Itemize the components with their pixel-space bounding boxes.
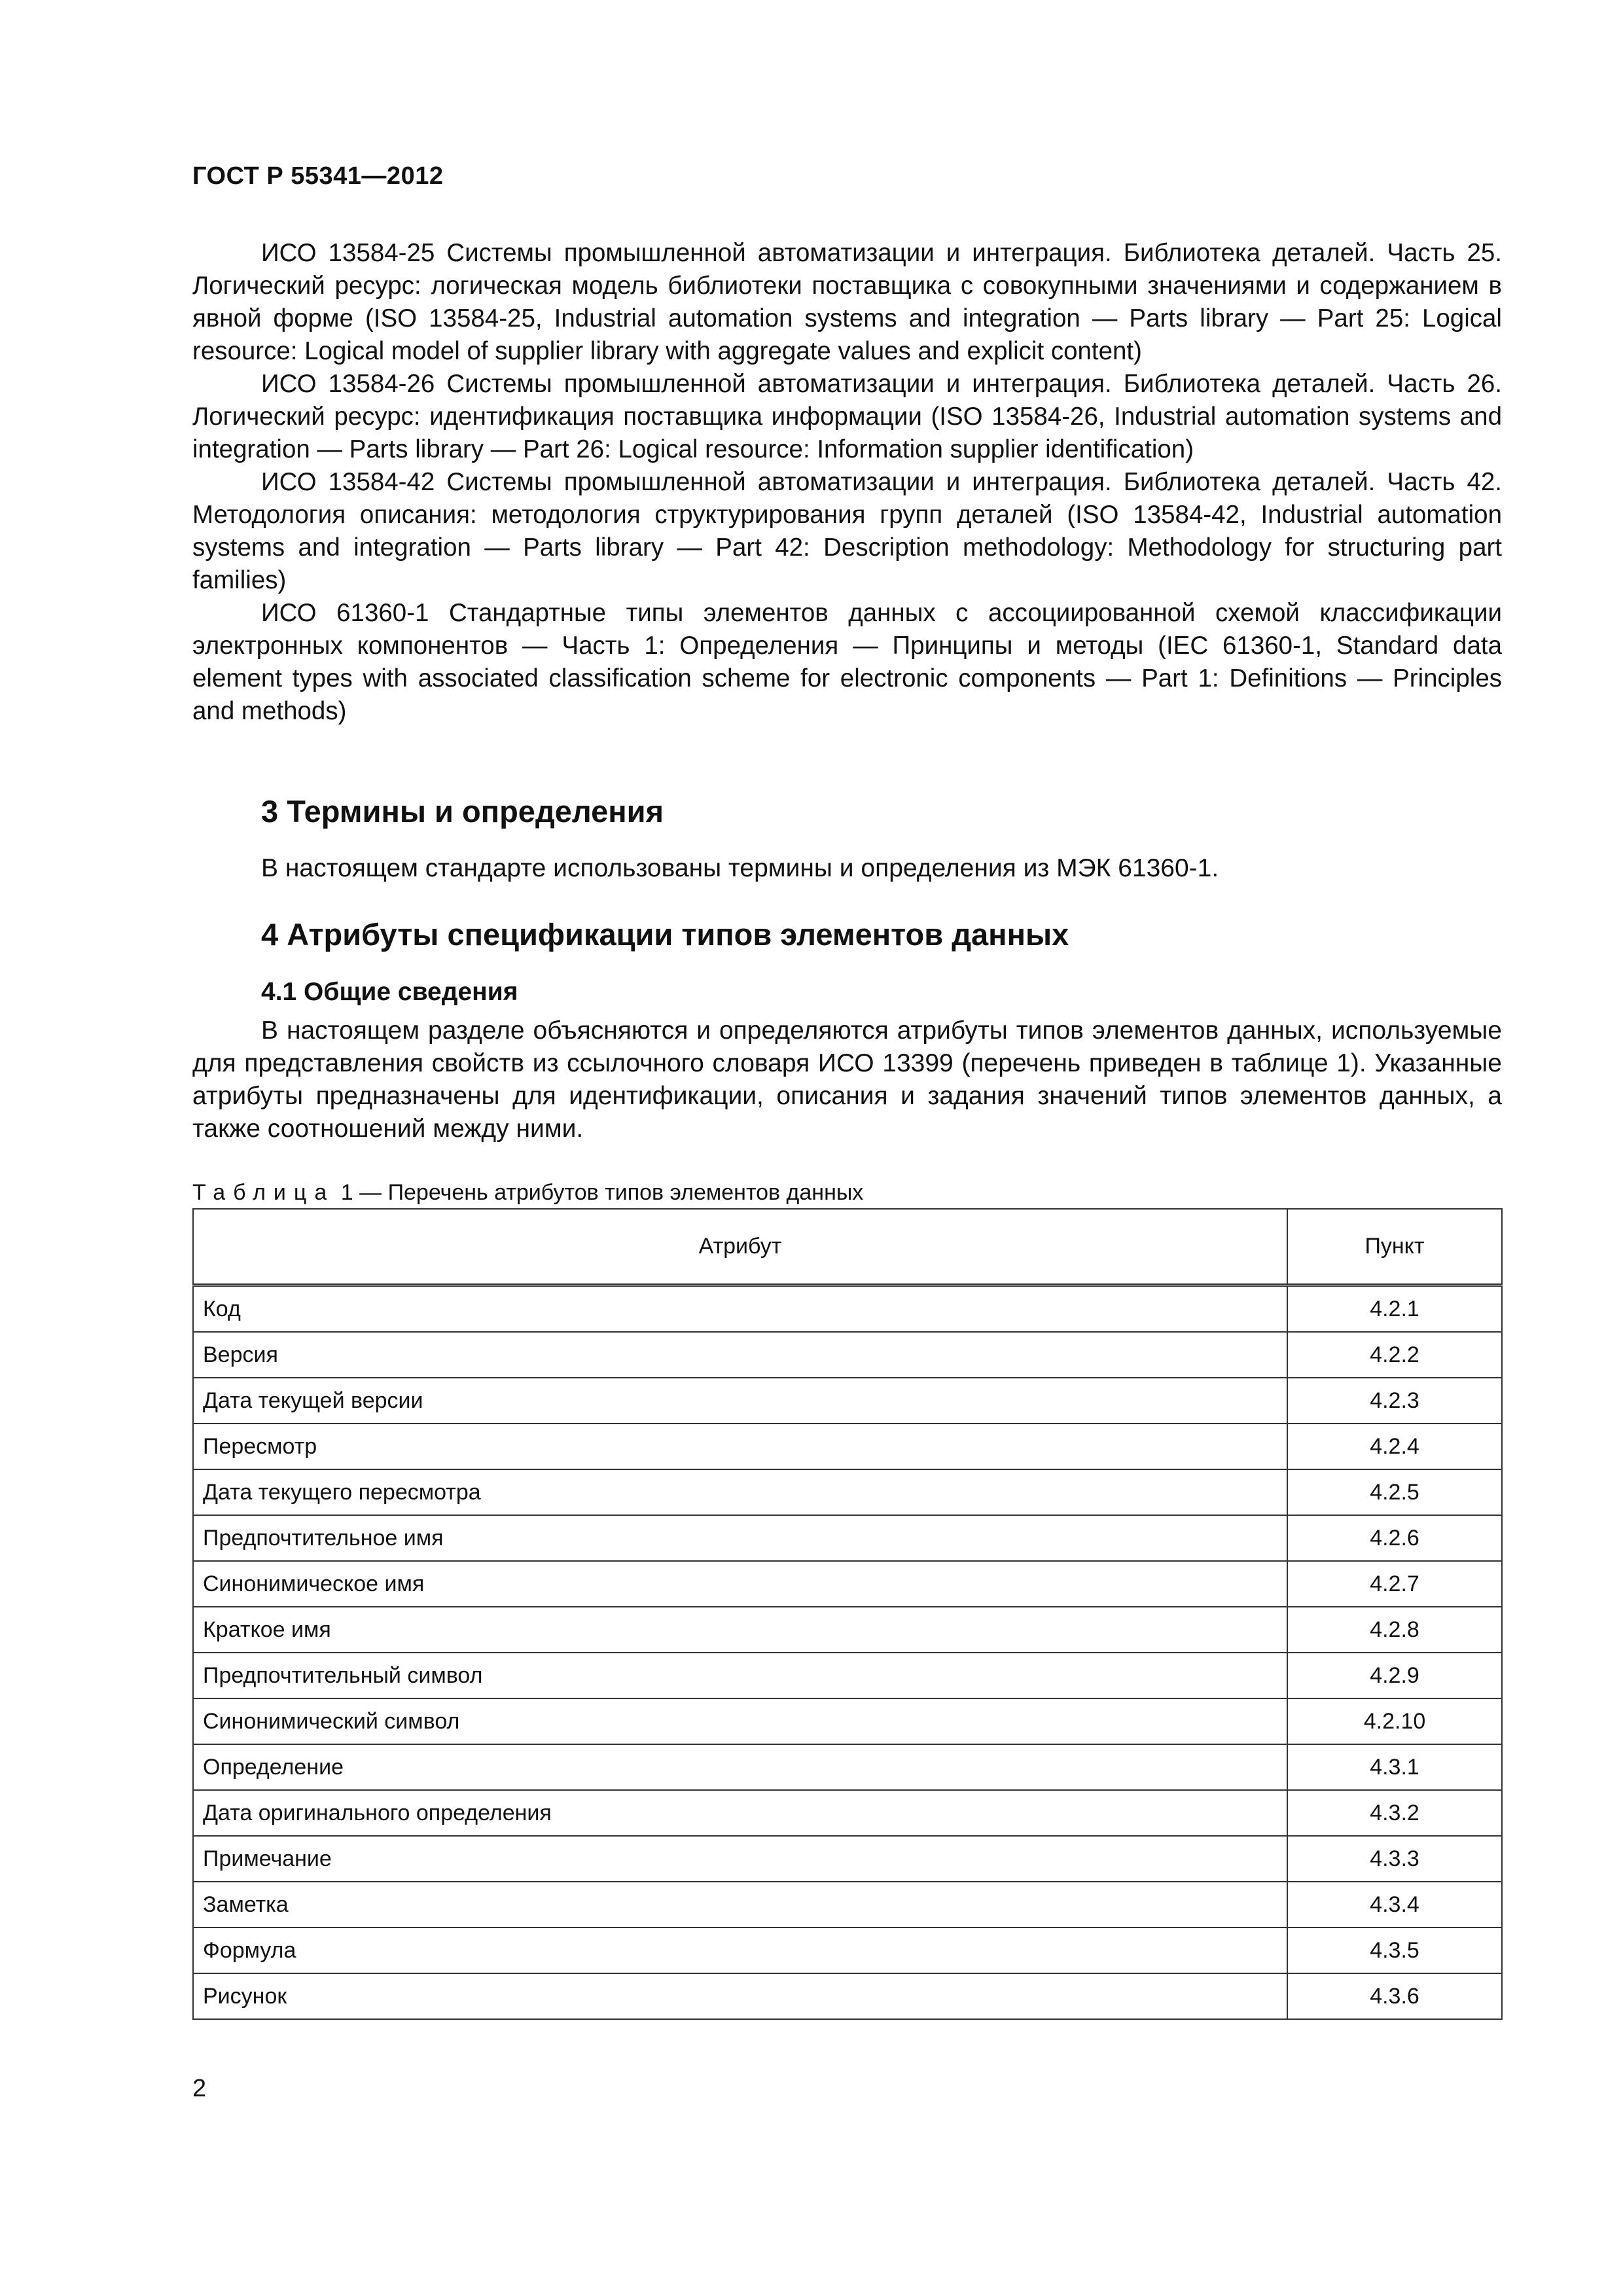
- table-row: [193, 1332, 1502, 1378]
- reference-item: ИСО 13584-42 Системы промышленной автоматизации и интеграция. Библиотека деталей. Часть 42. Методология описания: методология структурирования групп деталей (ISO 13584-42, Industrial automation systems and integration — Parts library — Part 42: Description methodology: Methodology for structuring part families): [192, 468, 1502, 594]
- attribute-cell: Код: [193, 1285, 1287, 1333]
- attributes-table: [192, 1208, 1503, 2020]
- section-4-1-heading: 4.1 Общие сведения: [261, 978, 518, 1006]
- table-row: [193, 1882, 1502, 1928]
- clause-cell: 4.3.2: [1287, 1790, 1502, 1836]
- clause-cell: 4.2.9: [1287, 1653, 1502, 1698]
- table-row: [193, 1928, 1502, 1973]
- table-row: [193, 1469, 1502, 1515]
- table-row: [193, 1561, 1502, 1607]
- table-row: [193, 1698, 1502, 1744]
- attribute-cell: Определение: [193, 1744, 1287, 1790]
- reference-item: ИСО 61360-1 Стандартные типы элементов данных с ассоциированной схемой классификации электронных компонентов — Часть 1: Определения — Принципы и методы (IEC 61360-1, Standard data element types with associated classification scheme for electronic components — Part 1: Definitions — Principles and methods): [192, 599, 1502, 725]
- clause-cell: 4.2.10: [1287, 1698, 1502, 1744]
- table-caption-label: Таблица: [192, 1180, 335, 1205]
- section-4-1-text: В настоящем разделе объясняются и определяются атрибуты типов элементов данных, используемые для представления свойств из ссылочного словаря ИСО 13399 (перечень приведен в таблице 1). Указанные атрибуты предназначены для идентификации, описания и задания значений типов элементов данных, а также соотношений между ними.: [192, 1016, 1502, 1143]
- section-3-heading: 3 Термины и определения: [261, 794, 664, 829]
- attribute-cell: Формула: [193, 1928, 1287, 1973]
- attribute-cell: Синонимический символ: [193, 1698, 1287, 1744]
- attribute-cell: Предпочтительный символ: [193, 1653, 1287, 1698]
- clause-cell: 4.2.4: [1287, 1424, 1502, 1469]
- attribute-cell: Рисунок: [193, 1973, 1287, 2019]
- reference-item: ИСО 13584-26 Системы промышленной автоматизации и интеграция. Библиотека деталей. Часть 26. Логический ресурс: идентификация поставщика информации (ISO 13584-26, Industrial automation systems and integration — Parts library — Part 26: Logical resource: Information supplier identification): [192, 370, 1502, 463]
- clause-cell: 4.2.8: [1287, 1607, 1502, 1653]
- column-header-clause: Пункт: [1287, 1209, 1502, 1285]
- page-number: 2: [192, 2075, 207, 2102]
- attribute-cell: Краткое имя: [193, 1607, 1287, 1653]
- attribute-cell: Версия: [193, 1332, 1287, 1378]
- table-caption: [192, 1180, 863, 1206]
- section-4-heading: 4 Атрибуты спецификации типов элементов данных: [261, 917, 1069, 952]
- clause-cell: 4.2.5: [1287, 1469, 1502, 1515]
- table-row: [193, 1515, 1502, 1561]
- clause-cell: 4.3.5: [1287, 1928, 1502, 1973]
- attribute-cell: Заметка: [193, 1882, 1287, 1928]
- clause-cell: 4.3.4: [1287, 1882, 1502, 1928]
- table-row: [193, 1378, 1502, 1424]
- table-row: [193, 1424, 1502, 1469]
- normative-references: [192, 237, 1502, 728]
- table-row: [193, 1607, 1502, 1653]
- attribute-cell: Синонимическое имя: [193, 1561, 1287, 1607]
- clause-cell: 4.3.3: [1287, 1836, 1502, 1882]
- section-3-text: В настоящем стандарте использованы термины и определения из МЭК 61360-1.: [261, 854, 1219, 882]
- reference-item: ИСО 13584-25 Системы промышленной автоматизации и интеграция. Библиотека деталей. Часть 25. Логический ресурс: логическая модель библиотеки поставщика с совокупными значениями и содержанием в явной форме (ISO 13584-25, Industrial automation systems and integration — Parts library — Part 25: Logical resource: Logical model of supplier library with aggregate values and explicit content): [192, 239, 1502, 365]
- attribute-cell: Предпочтительное имя: [193, 1515, 1287, 1561]
- clause-cell: 4.2.7: [1287, 1561, 1502, 1607]
- clause-cell: 4.3.1: [1287, 1744, 1502, 1790]
- clause-cell: 4.2.1: [1287, 1285, 1502, 1333]
- attribute-cell: Дата текущего пересмотра: [193, 1469, 1287, 1515]
- column-header-attribute: Атрибут: [193, 1209, 1287, 1285]
- table-row: [193, 1973, 1502, 2019]
- table-caption-title: 1 — Перечень атрибутов типов элементов данных: [340, 1180, 864, 1205]
- document-code-header: ГОСТ Р 55341—2012: [192, 162, 444, 190]
- clause-cell: 4.2.6: [1287, 1515, 1502, 1561]
- table-header-row: [193, 1209, 1502, 1285]
- table-row: [193, 1285, 1502, 1333]
- table-row: [193, 1653, 1502, 1698]
- table-row: [193, 1836, 1502, 1882]
- attribute-cell: Примечание: [193, 1836, 1287, 1882]
- clause-cell: 4.2.2: [1287, 1332, 1502, 1378]
- attribute-cell: Дата оригинального определения: [193, 1790, 1287, 1836]
- clause-cell: 4.3.6: [1287, 1973, 1502, 2019]
- attribute-cell: Дата текущей версии: [193, 1378, 1287, 1424]
- table-row: [193, 1744, 1502, 1790]
- clause-cell: 4.2.3: [1287, 1378, 1502, 1424]
- attribute-cell: Пересмотр: [193, 1424, 1287, 1469]
- table-row: [193, 1790, 1502, 1836]
